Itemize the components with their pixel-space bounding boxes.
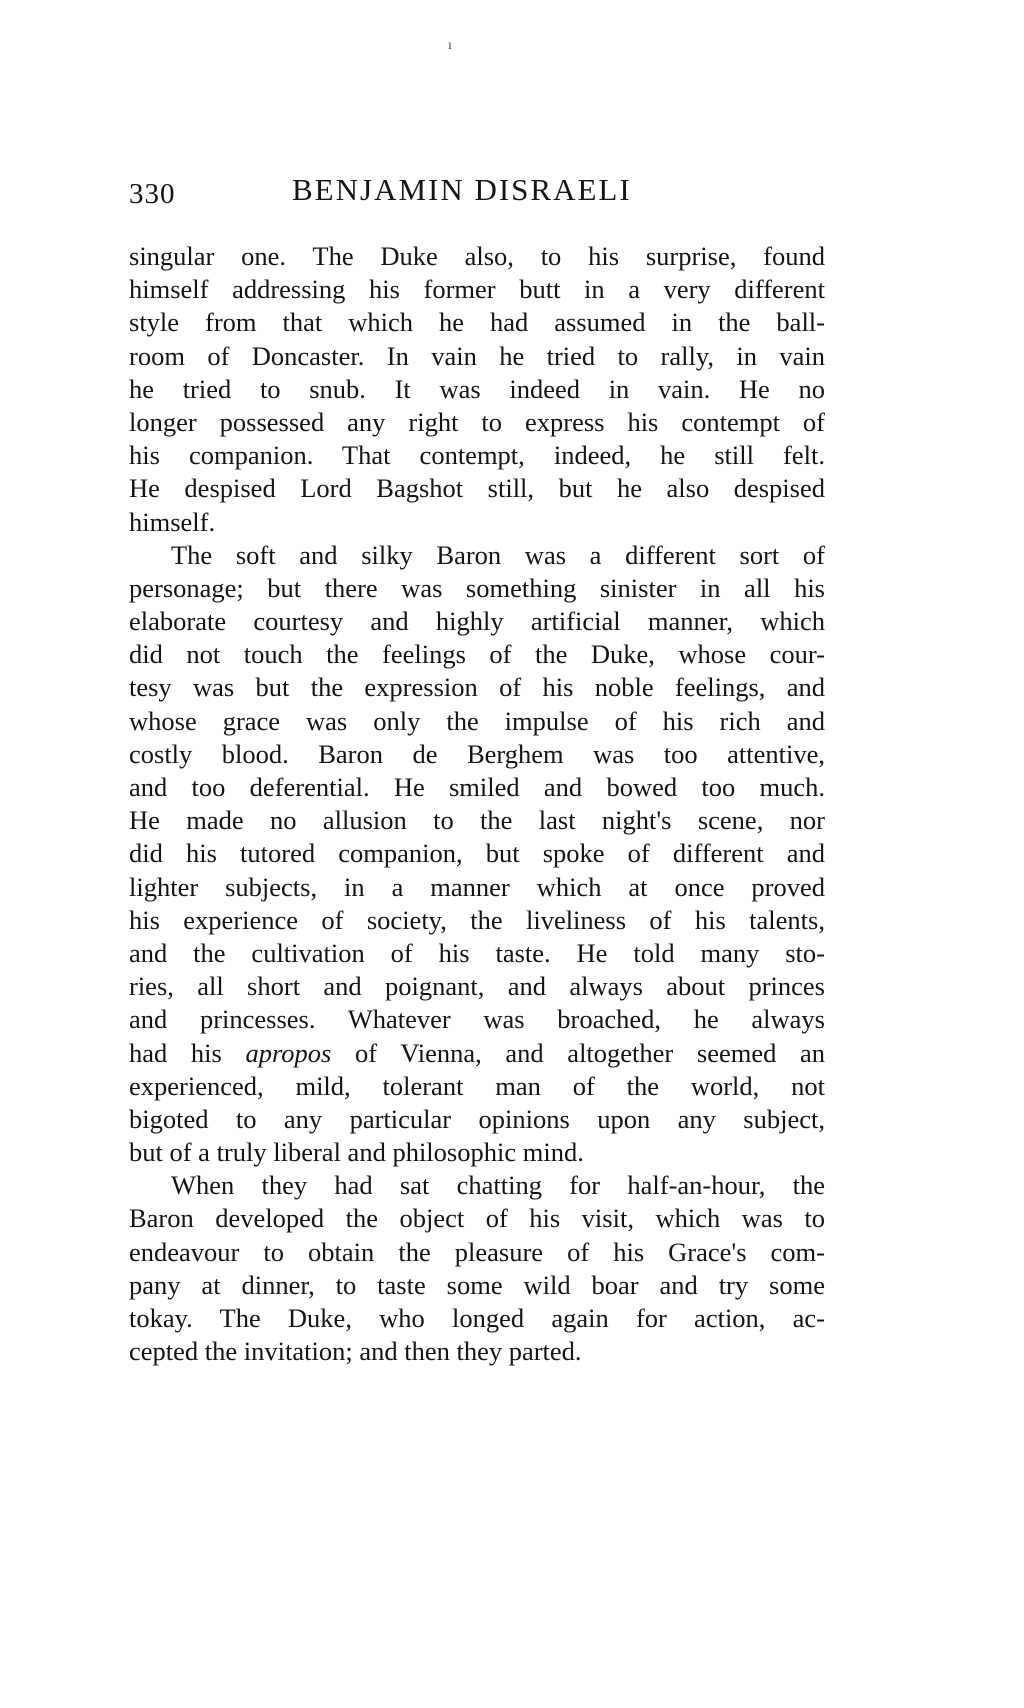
text-line: himself addressing his former butt in a very different [129, 274, 825, 305]
text-line-with-italic [129, 1037, 825, 1070]
text-line: personage; but there was something sinister in all his [129, 572, 825, 603]
text-line: his companion. That contempt, indeed, he still felt. [129, 440, 825, 471]
text-line: and too deferential. He smiled and bowed too much. [129, 772, 825, 802]
page-header [129, 172, 829, 222]
text-line: style from that which he had assumed in the ball- [129, 307, 825, 338]
text-line: room of Doncaster. In vain he tried to rally, in vain [129, 340, 825, 371]
text-line: ries, all short and poignant, and always about princes [129, 971, 825, 1002]
text-line: Baron developed the object of his visit, which was to [129, 1203, 825, 1234]
text-line: tesy was but the expression of his noble feelings, and [129, 672, 825, 703]
text-line: endeavour to obtain the pleasure of his Grace's com- [129, 1236, 825, 1267]
text-line: tokay. The Duke, who longed again for action, ac- [129, 1303, 825, 1333]
text-line: pany at dinner, to taste some wild boar and try some [129, 1269, 825, 1300]
body-text [129, 240, 825, 1368]
text-line: singular one. The Duke also, to his surprise, found [129, 241, 825, 271]
page-number: 330 [129, 178, 176, 210]
text-line: He despised Lord Bagshot still, but he also despised [129, 473, 825, 504]
text-line: bigoted to any particular opinions upon any subject, [129, 1103, 825, 1134]
text-line: himself. [129, 506, 216, 537]
text-line: and princesses. Whatever was broached, he always [129, 1004, 825, 1035]
text-line: did his tutored companion, but spoke of different and [129, 838, 825, 869]
text-line: He made no allusion to the last night's scene, nor [129, 805, 825, 836]
paragraph [129, 1169, 825, 1368]
text-line: lighter subjects, in a manner which at once proved [129, 871, 825, 902]
text-line: experienced, mild, tolerant man of the world, not [129, 1070, 825, 1101]
text-line: he tried to snub. It was indeed in vain. He no [129, 373, 825, 404]
text-line: his experience of society, the liveliness of his talents, [129, 904, 825, 935]
text-line: did not touch the feelings of the Duke, whose cour- [129, 639, 825, 670]
running-head: BENJAMIN DISRAELI [292, 172, 632, 207]
text-line: whose grace was only the impulse of his rich and [129, 705, 825, 736]
text-line: longer possessed any right to express his contempt of [129, 406, 825, 437]
printer-mark: ı [448, 38, 452, 53]
text-line: When they had sat chatting for half-an-hour, the [171, 1170, 825, 1201]
paragraph [129, 539, 825, 1170]
text-line: elaborate courtesy and highly artificial manner, which [129, 606, 825, 637]
text-segment: had his [129, 1037, 246, 1068]
italic-word: apropos [245, 1037, 332, 1068]
text-line: and the cultivation of his taste. He told many sto- [129, 937, 825, 968]
text-line: costly blood. Baron de Berghem was too attentive, [129, 738, 825, 769]
paragraph [129, 240, 825, 539]
text-segment: of Vienna, and altogether seemed an [331, 1037, 825, 1068]
text-line: cepted the invitation; and then they parted. [129, 1336, 582, 1367]
text-line: but of a truly liberal and philosophic mind. [129, 1137, 584, 1168]
text-line: The soft and silky Baron was a different sort of [171, 539, 825, 570]
